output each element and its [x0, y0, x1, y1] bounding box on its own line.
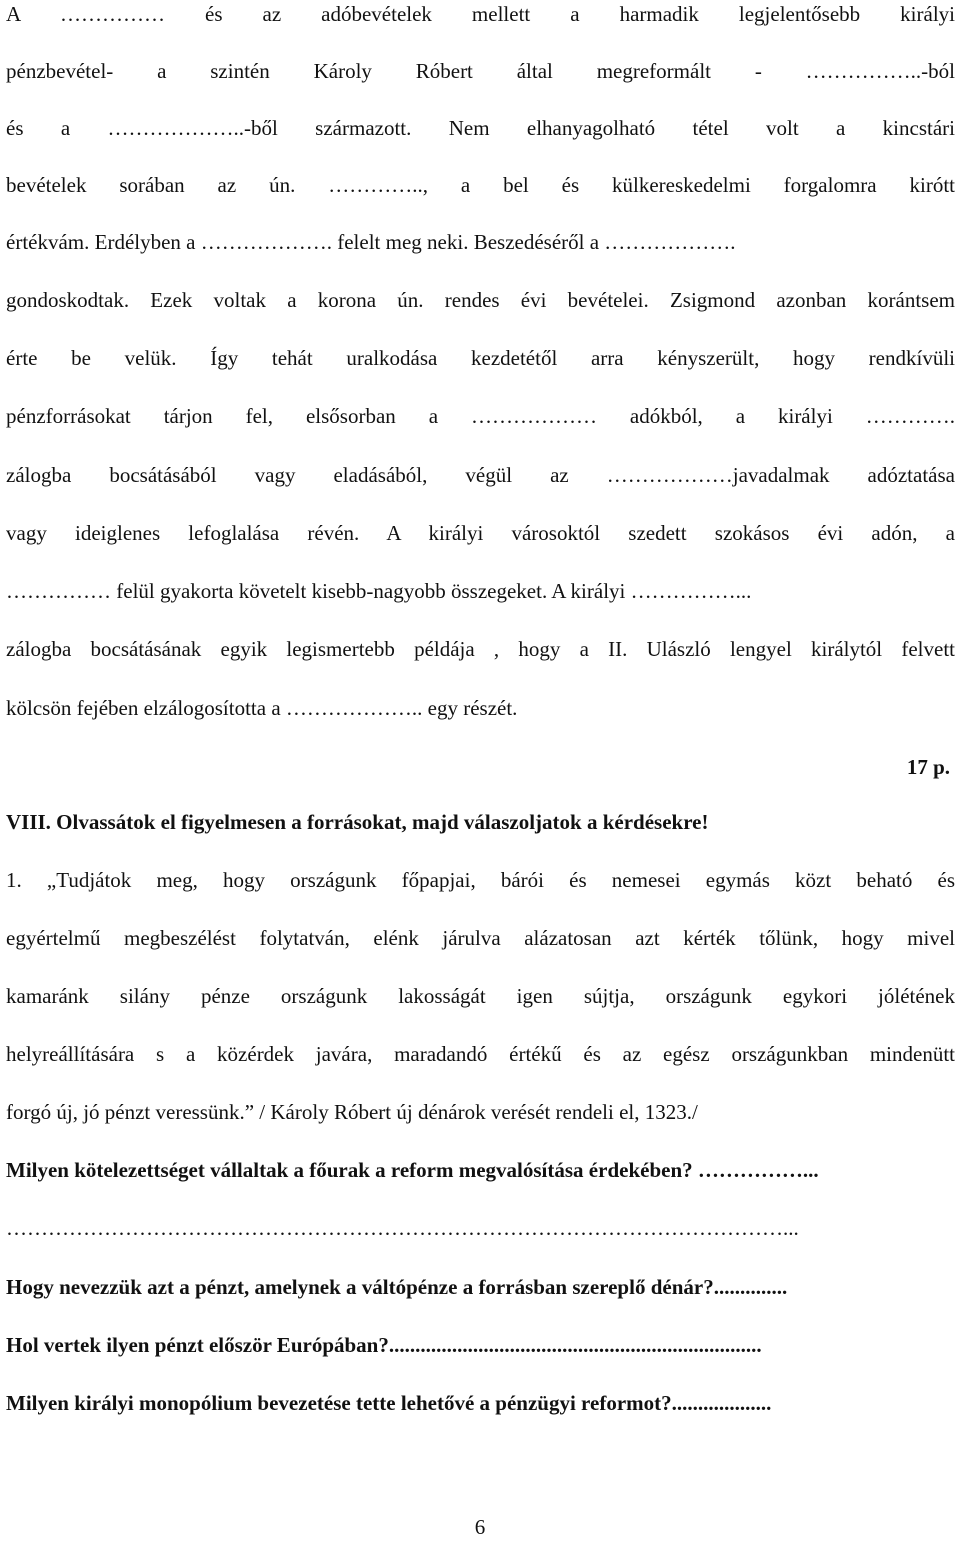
source-line-4: helyreállítására s a közérdek javára, maradandó értékű és az egész országunkban mindenütt	[6, 1042, 955, 1066]
points-label: 17 p.	[906, 755, 950, 779]
passage-line-13: kölcsön fejében elzálogosította a ……………….. egy részét.	[6, 696, 518, 720]
passage-line-4: bevételek sorában az ún. ………….., a bel és külkereskedelmi forgalomra kirótt	[6, 173, 955, 197]
answer-line: …………………………………………………………………………………………………...	[6, 1216, 799, 1240]
page-number: 6	[474, 1515, 486, 1539]
passage-line-2: pénzbevétel- a szintén Károly Róbert által megreformált - ……………..-ból	[6, 59, 955, 83]
question-3: Hol vertek ilyen pénzt először Európában?.......................................................................	[6, 1333, 762, 1357]
source-line-1: 1. „Tudjátok meg, hogy országunk főpapjai, bárói és nemesei egymás közt beható és	[6, 868, 955, 892]
passage-line-1: A …………… és az adóbevételek mellett a harmadik legjelentősebb királyi	[6, 2, 955, 26]
question-4: Milyen királyi monopólium bevezetése tette lehetővé a pénzügyi reformot?...................	[6, 1391, 772, 1415]
passage-line-9: zálogba bocsátásából vagy eladásából, végül az ………………javadalmak adóztatása	[6, 463, 955, 487]
passage-line-10: vagy ideiglenes lefoglalása révén. A királyi városoktól szedett szokásos évi adón, a	[6, 521, 955, 545]
question-2: Hogy nevezzük azt a pénzt, amelynek a váltópénze a forrásban szereplő dénár?..............	[6, 1275, 788, 1299]
passage-line-12: zálogba bocsátásának egyik legismertebb példája , hogy a II. Ulászló lengyel királytól felvett	[6, 637, 955, 661]
question-1: Milyen kötelezettséget vállaltak a főurak a reform megvalósítása érdekében? ……………...	[6, 1158, 819, 1182]
passage-line-6: gondoskodtak. Ezek voltak a korona ún. rendes évi bevételei. Zsigmond azonban korántsem	[6, 288, 955, 312]
passage-line-5: értékvám. Erdélyben a ………………. felelt meg neki. Beszedéséről a ……………….	[6, 230, 736, 254]
passage-line-7: érte be velük. Így tehát uralkodása kezdetétől arra kényszerült, hogy rendkívüli	[6, 346, 955, 370]
passage-line-8: pénzforrásokat tárjon fel, elsősorban a ……………… adókból, a királyi ………….	[6, 404, 955, 428]
source-line-2: egyértelmű megbeszélést folytatván, elénk járulva alázatosan azt kérték tőlünk, hogy mivel	[6, 926, 955, 950]
source-line-3: kamaránk silány pénze országunk lakosságát igen sújtja, országunk egykori jólétének	[6, 984, 955, 1008]
passage-line-11: …………… felül gyakorta követelt kisebb-nagyobb összegeket. A királyi ……………...	[6, 579, 752, 603]
source-line-5: forgó új, jó pénzt veressünk.” / Károly Róbert új dénárok verését rendeli el, 1323./	[6, 1100, 698, 1124]
passage-line-3: és a ………………..-ből származott. Nem elhanyagolható tétel volt a kincstári	[6, 116, 955, 140]
section-title: VIII. Olvassátok el figyelmesen a forrásokat, majd válaszoljatok a kérdésekre!	[6, 810, 709, 834]
